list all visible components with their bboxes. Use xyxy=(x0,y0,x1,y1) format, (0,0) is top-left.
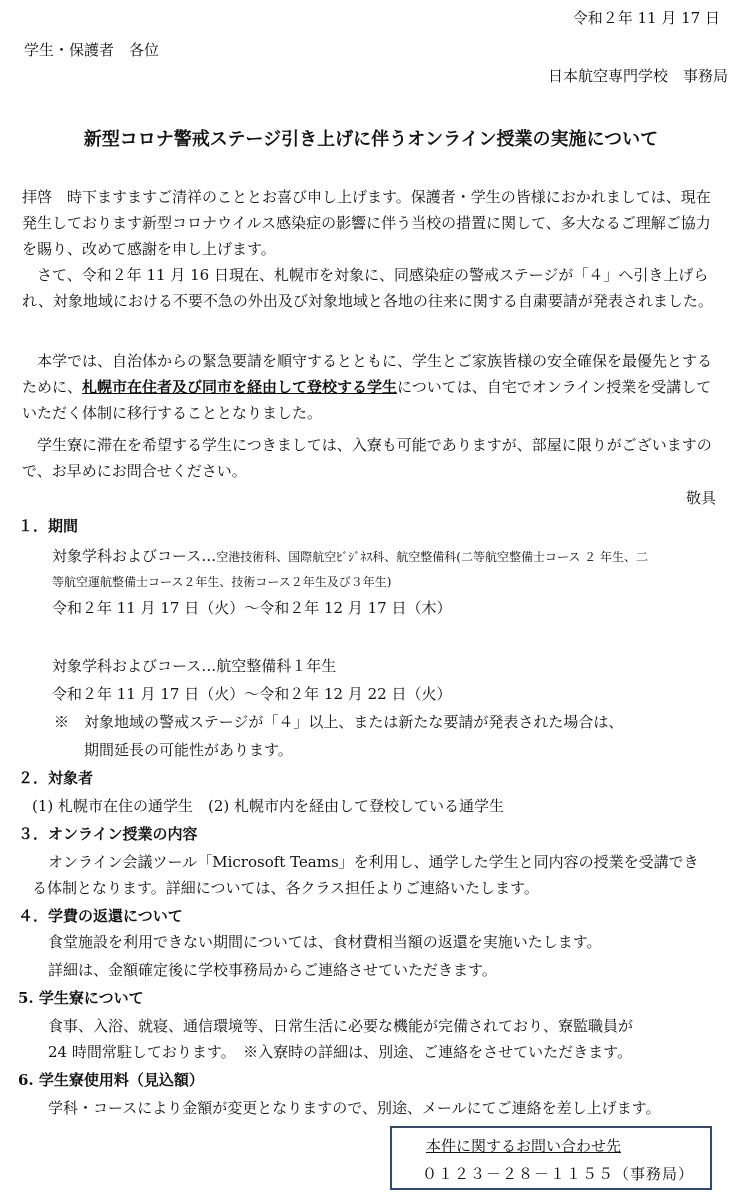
intro-text: 拝啓 時下ますますご清祥のこととお喜び申し上げます。保護者・学生の皆様におかれましては、現在発生しております新型コロナウイルス感染症の影響に伴う当校の措置に関して、多大なるご理解ご協力を賜り、改めて感謝を申し上げます。 xyxy=(22,188,711,258)
dormitory-text: 学生寮に滞在を希望する学生につきましては、入寮も可能でありますが、部屋に限りがございますので、お早めにお問合せください。 xyxy=(22,436,712,480)
intro-paragraph xyxy=(22,184,722,262)
section-1-course1 xyxy=(52,546,648,567)
policy-text-after: については、自宅でオンライン授業を受講していただく体制に移行することとなりました。 xyxy=(22,378,712,422)
contact-phone: ０１２３－２８－１１５５（事務局） xyxy=(422,1165,695,1183)
section-1-period2: 令和２年 11 月 17 日（火）～令和２年 12 月 22 日（火） xyxy=(52,685,452,703)
section-1-course1-detail-b: 等航空運航整備士コース２年生、技術コース２年生及び３年生) xyxy=(52,575,392,589)
section-1-heading: １．期間 xyxy=(18,517,79,535)
section-1-note-a: ※ 対象地域の警戒ステージが「４」以上、または新たな要請が発表された場合は、 xyxy=(54,713,624,731)
section-5-line-b: 24 時間常駐しております。 ※入寮時の詳細は、別途、ご連絡をさせていただきます。 xyxy=(48,1043,632,1061)
addressee: 学生・保護者 各位 xyxy=(24,41,160,59)
situation-indent xyxy=(22,266,37,284)
section-4-line-b: 詳細は、金額確定後に学校事務局からご連絡させていただきます。 xyxy=(48,961,497,979)
section-1-course2: 対象学科およびコース…航空整備科１年生 xyxy=(52,657,337,675)
section-5-heading: 5. 学生寮について xyxy=(18,989,144,1007)
situation-paragraph xyxy=(22,262,722,314)
section-5-line-a: 食事、入浴、就寝、通信環境等、日常生活に必要な機能が完備されており、寮監職員が xyxy=(48,1017,634,1035)
dormitory-paragraph xyxy=(22,432,722,484)
date: 令和２年 11 月 17 日 xyxy=(572,9,720,27)
section-1-course1-detail-a: 空港技術科、国際航空ﾋﾞｼﾞﾈｽ科、航空整備科(二等航空整備士コース ２ 年生、二 xyxy=(216,550,648,564)
section-6-line: 学科・コースにより金額が変更となりますので、別途、メールにてご連絡を差し上げます。 xyxy=(48,1099,661,1117)
section-4-heading: ４．学費の返還について xyxy=(18,907,183,925)
section-6-heading: 6. 学生寮使用料（見込額） xyxy=(18,1071,204,1089)
contact-box xyxy=(390,1126,712,1190)
policy-target-emphasis: 札幌市在住者及び同市を経由して登校する学生 xyxy=(82,378,398,396)
section-3-heading: ３．オンライン授業の内容 xyxy=(18,825,198,843)
section-1-course1-prefix: 対象学科およびコース… xyxy=(52,547,217,565)
section-3-line-a: オンライン会議ツール「Microsoft Teams」を利用し、通学した学生と同内容の授業を受講でき xyxy=(48,853,699,871)
section-2-heading: ２．対象者 xyxy=(18,769,94,787)
section-4-line-a: 食堂施設を利用できない期間については、食材費相当額の返還を実施いたします。 xyxy=(48,933,602,951)
situation-text: さて、令和２年 11 月 16 日現在、札幌市を対象に、同感染症の警戒ステージが「４」へ引き上げられ、対象地域における不要不急の外出及び対象地域と各地の往来に関する自粛要請が発表されました。 xyxy=(22,266,713,310)
closing: 敬具 xyxy=(685,489,716,507)
section-1-note-b: 期間延長の可能性があります。 xyxy=(84,741,293,759)
section-2-line: (1) 札幌市在住の通学生 (2) 札幌市内を経由して登校している通学生 xyxy=(32,797,505,815)
policy-text-before: 本学では、自治体からの緊急要請を順守するとともに、学生とご家族皆様の安全確保を最優先とするために、 xyxy=(22,352,713,396)
contact-label: 本件に関するお問い合わせ先 xyxy=(426,1137,622,1155)
section-3-line-b: る体制となります。詳細については、各クラス担任よりご連絡いたします。 xyxy=(32,879,539,897)
policy-paragraph xyxy=(22,348,722,426)
document-title: 新型コロナ警戒ステージ引き上げに伴うオンライン授業の実施について xyxy=(83,129,659,150)
policy-indent xyxy=(22,352,37,370)
sender: 日本航空専門学校 事務局 xyxy=(547,67,728,85)
section-1-period1: 令和２年 11 月 17 日（火）～令和２年 12 月 17 日（木） xyxy=(52,599,452,617)
dormitory-indent xyxy=(22,436,37,454)
